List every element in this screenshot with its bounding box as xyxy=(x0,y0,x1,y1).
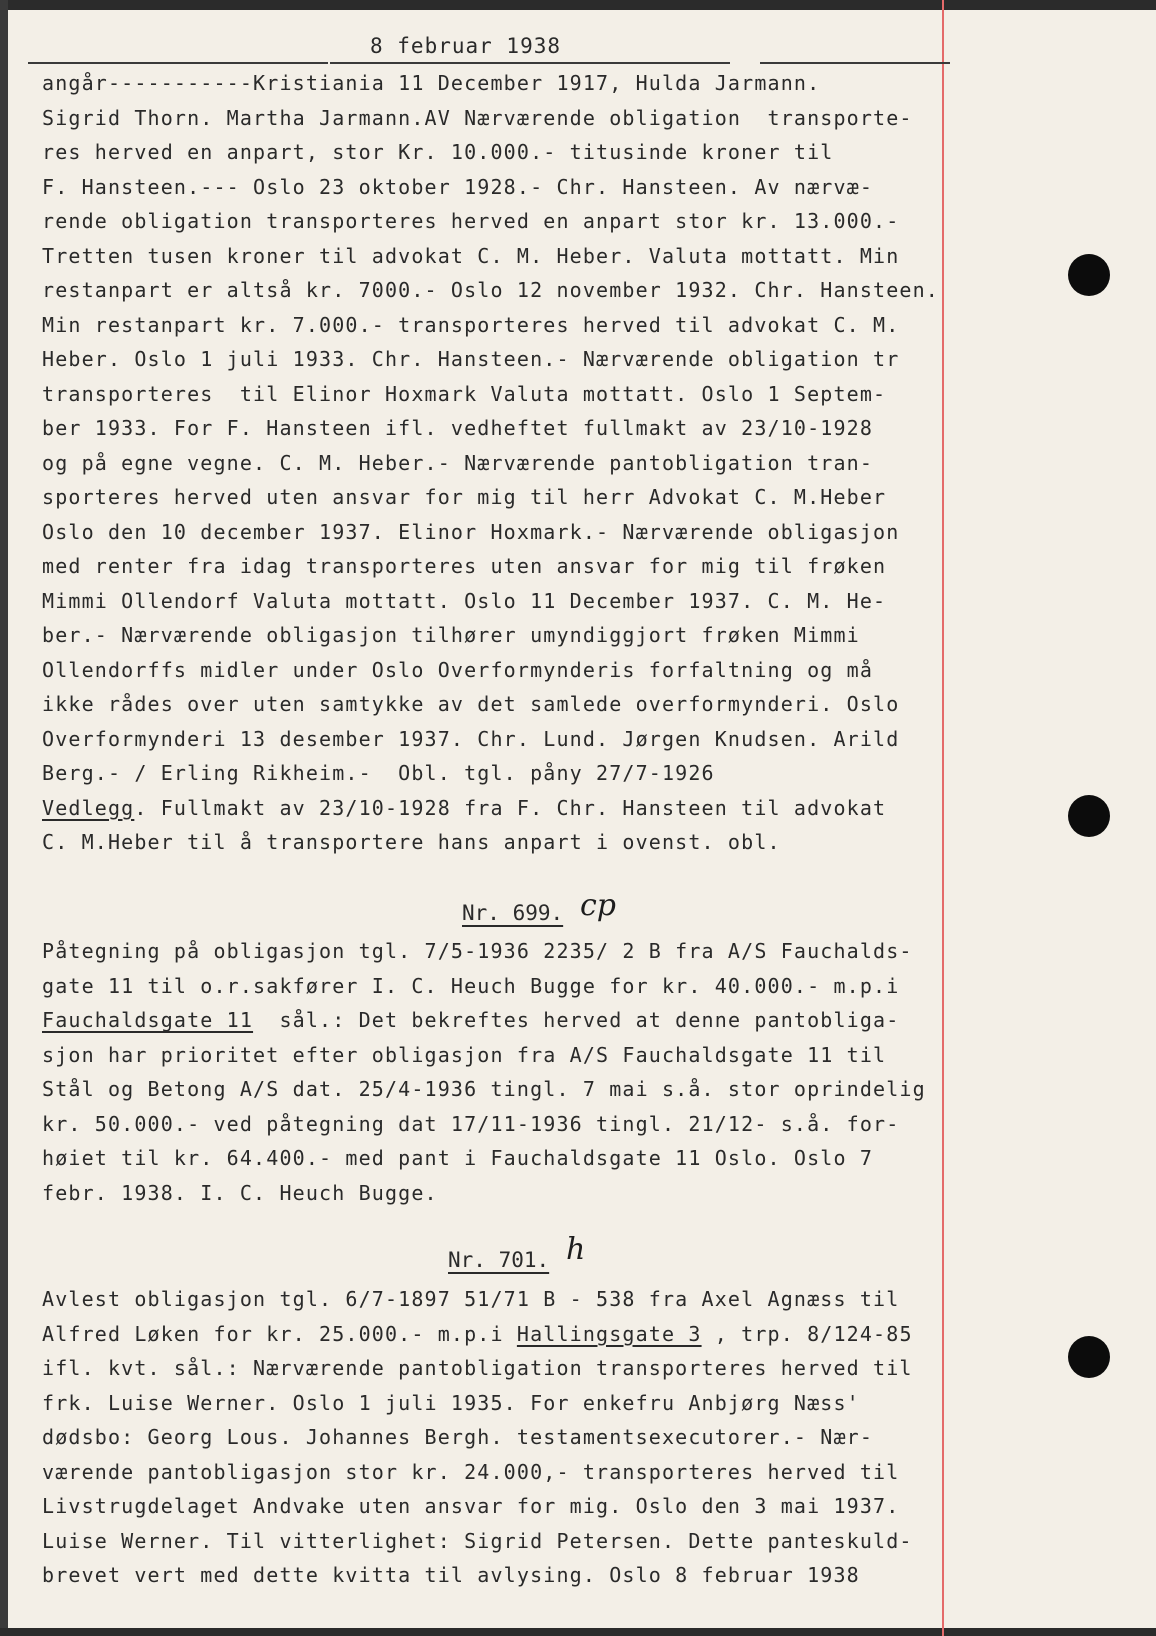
text-segment: , trp. 8/124-85 xyxy=(701,1321,913,1346)
property-address: Hallingsgate 3 xyxy=(516,1321,702,1346)
text-line: angår-----------Kristiania 11 December 1917, Hulda Jarmann. xyxy=(42,71,821,95)
text-line: ber 1933. For F. Hansteen ifl. vedheftet fullmakt av 23/10-1928 xyxy=(42,416,874,440)
text-line: og på egne vegne. C. M. Heber.- Nærværende pantobligation tran- xyxy=(42,450,874,475)
bottom-border xyxy=(0,1628,1156,1636)
text-line: sporteres herved uten ansvar for mig til herr Advokat C. M.Heber xyxy=(42,485,887,509)
handwritten-initials: cp xyxy=(580,888,617,923)
property-text: sål.: Det bekreftes herved at denne pantobliga- xyxy=(253,1008,900,1032)
property-line xyxy=(42,1003,1002,1038)
handwritten-initials: h xyxy=(566,1232,586,1267)
text-line: Påtegning på obligasjon tgl. 7/5-1936 2235/ 2 B fra A/S Fauchalds- xyxy=(42,939,913,963)
top-border xyxy=(0,0,1156,10)
text-line: Berg.- / Erling Rikheim.- Obl. tgl. påny 27/7-1926 xyxy=(42,761,715,785)
text-line: C. M.Heber til å transportere hans anpart i ovenst. obl. xyxy=(42,830,781,854)
text-line: Mimmi Ollendorf Valuta mottatt. Oslo 11 December 1937. C. M. He- xyxy=(42,588,887,613)
text-segment: Alfred Løken for kr. 25.000.- m.p.i xyxy=(42,1321,517,1346)
text-line: med renter fra idag transporteres uten ansvar for mig til frøken xyxy=(42,554,887,578)
text-line: Tretten tusen kroner til advokat C. M. Heber. Valuta mottatt. Min xyxy=(42,243,900,268)
property-line xyxy=(42,1317,1002,1352)
punch-hole xyxy=(1068,254,1110,296)
attachment-label: Vedlegg xyxy=(42,795,135,820)
text-line: rende obligation transporteres herved en anpart stor kr. 13.000.- xyxy=(42,209,900,233)
text-line: sjon har prioritet efter obligasjon fra A/S Fauchaldsgate 11 til xyxy=(42,1042,887,1067)
text-line: transporteres til Elinor Hoxmark Valuta mottatt. Oslo 1 Septem- xyxy=(42,381,887,406)
text-line: dødsbo: Georg Lous. Johannes Bergh. testamentsexecutorer.- Nær- xyxy=(42,1425,874,1449)
text-line: værende pantobligasjon stor kr. 24.000,- transporteres herved til xyxy=(42,1459,900,1484)
text-line: brevet vert med dette kvitta til avlysing. Oslo 8 februar 1938 xyxy=(42,1563,860,1587)
text-line: Avlest obligasjon tgl. 6/7-1897 51/71 B - 538 fra Axel Agnæss til xyxy=(42,1287,900,1311)
text-line: Min restanpart kr. 7.000.- transporteres herved til advokat C. M. xyxy=(42,312,900,337)
entry-number-701: Nr. 701. xyxy=(448,1248,550,1272)
text-line: febr. 1938. I. C. Heuch Bugge. xyxy=(42,1180,438,1205)
text-line: Ollendorffs midler under Oslo Overformynderis forfaltning og må xyxy=(42,657,874,682)
text-line: ikke rådes over uten samtykke av det samlede overformynderi. Oslo xyxy=(42,692,900,716)
left-border xyxy=(0,0,8,1636)
text-line: ifl. kvt. sål.: Nærværende pantobligation transporteres herved til xyxy=(42,1356,913,1380)
entry-continuation xyxy=(42,66,1002,860)
header-rule-center xyxy=(330,62,730,64)
text-line: restanpart er altså kr. 7000.- Oslo 12 november 1932. Chr. Hansteen. xyxy=(42,278,939,302)
text-line: kr. 50.000.- ved påtegning dat 17/11-1936 tingl. 21/12- s.å. for- xyxy=(42,1111,900,1136)
text-line: gate 11 til o.r.sakfører I. C. Heuch Bugge for kr. 40.000.- m.p.i xyxy=(42,973,900,998)
attachment-line xyxy=(42,791,1002,826)
entry-701-body xyxy=(42,1282,1002,1593)
punch-hole xyxy=(1068,795,1110,837)
entry-number-699: Nr. 699. xyxy=(462,901,564,925)
property-address: Fauchaldsgate 11 xyxy=(42,1008,254,1032)
text-line: Livstrugdelaget Andvake uten ansvar for mig. Oslo den 3 mai 1937. xyxy=(42,1494,900,1518)
text-line: Stål og Betong A/S dat. 25/4-1936 tingl. 7 mai s.å. stor oprindelig xyxy=(42,1077,926,1101)
page-date-header: 8 februar 1938 xyxy=(370,34,562,58)
header-rule-left xyxy=(28,62,328,64)
text-line: Luise Werner. Til vitterlighet: Sigrid Petersen. Dette panteskuld- xyxy=(42,1528,913,1553)
attachment-text: . Fullmakt av 23/10-1928 fra F. Chr. Hansteen til advokat xyxy=(134,795,887,820)
entry-699-body xyxy=(42,934,1002,1210)
text-line: Sigrid Thorn. Martha Jarmann.AV Nærværende obligation transporte- xyxy=(42,105,913,130)
text-line: F. Hansteen.--- Oslo 23 oktober 1928.- Chr. Hansteen. Av nærvæ- xyxy=(42,174,874,199)
text-line: Heber. Oslo 1 juli 1933. Chr. Hansteen.- Nærværende obligation tr xyxy=(42,347,900,371)
text-line: høiet til kr. 64.400.- med pant i Fauchaldsgate 11 Oslo. Oslo 7 xyxy=(42,1146,874,1170)
header-rule-right xyxy=(760,62,950,64)
text-line: Overformynderi 13 desember 1937. Chr. Lund. Jørgen Knudsen. Arild xyxy=(42,726,900,751)
text-line: res herved en anpart, stor Kr. 10.000.- titusinde kroner til xyxy=(42,140,834,164)
text-line: frk. Luise Werner. Oslo 1 juli 1935. For enkefru Anbjørg Næss' xyxy=(42,1390,860,1415)
punch-hole xyxy=(1068,1336,1110,1378)
text-line: ber.- Nærværende obligasjon tilhører umyndiggjort frøken Mimmi xyxy=(42,623,860,647)
text-line: Oslo den 10 december 1937. Elinor Hoxmark.- Nærværende obligasjon xyxy=(42,519,900,544)
